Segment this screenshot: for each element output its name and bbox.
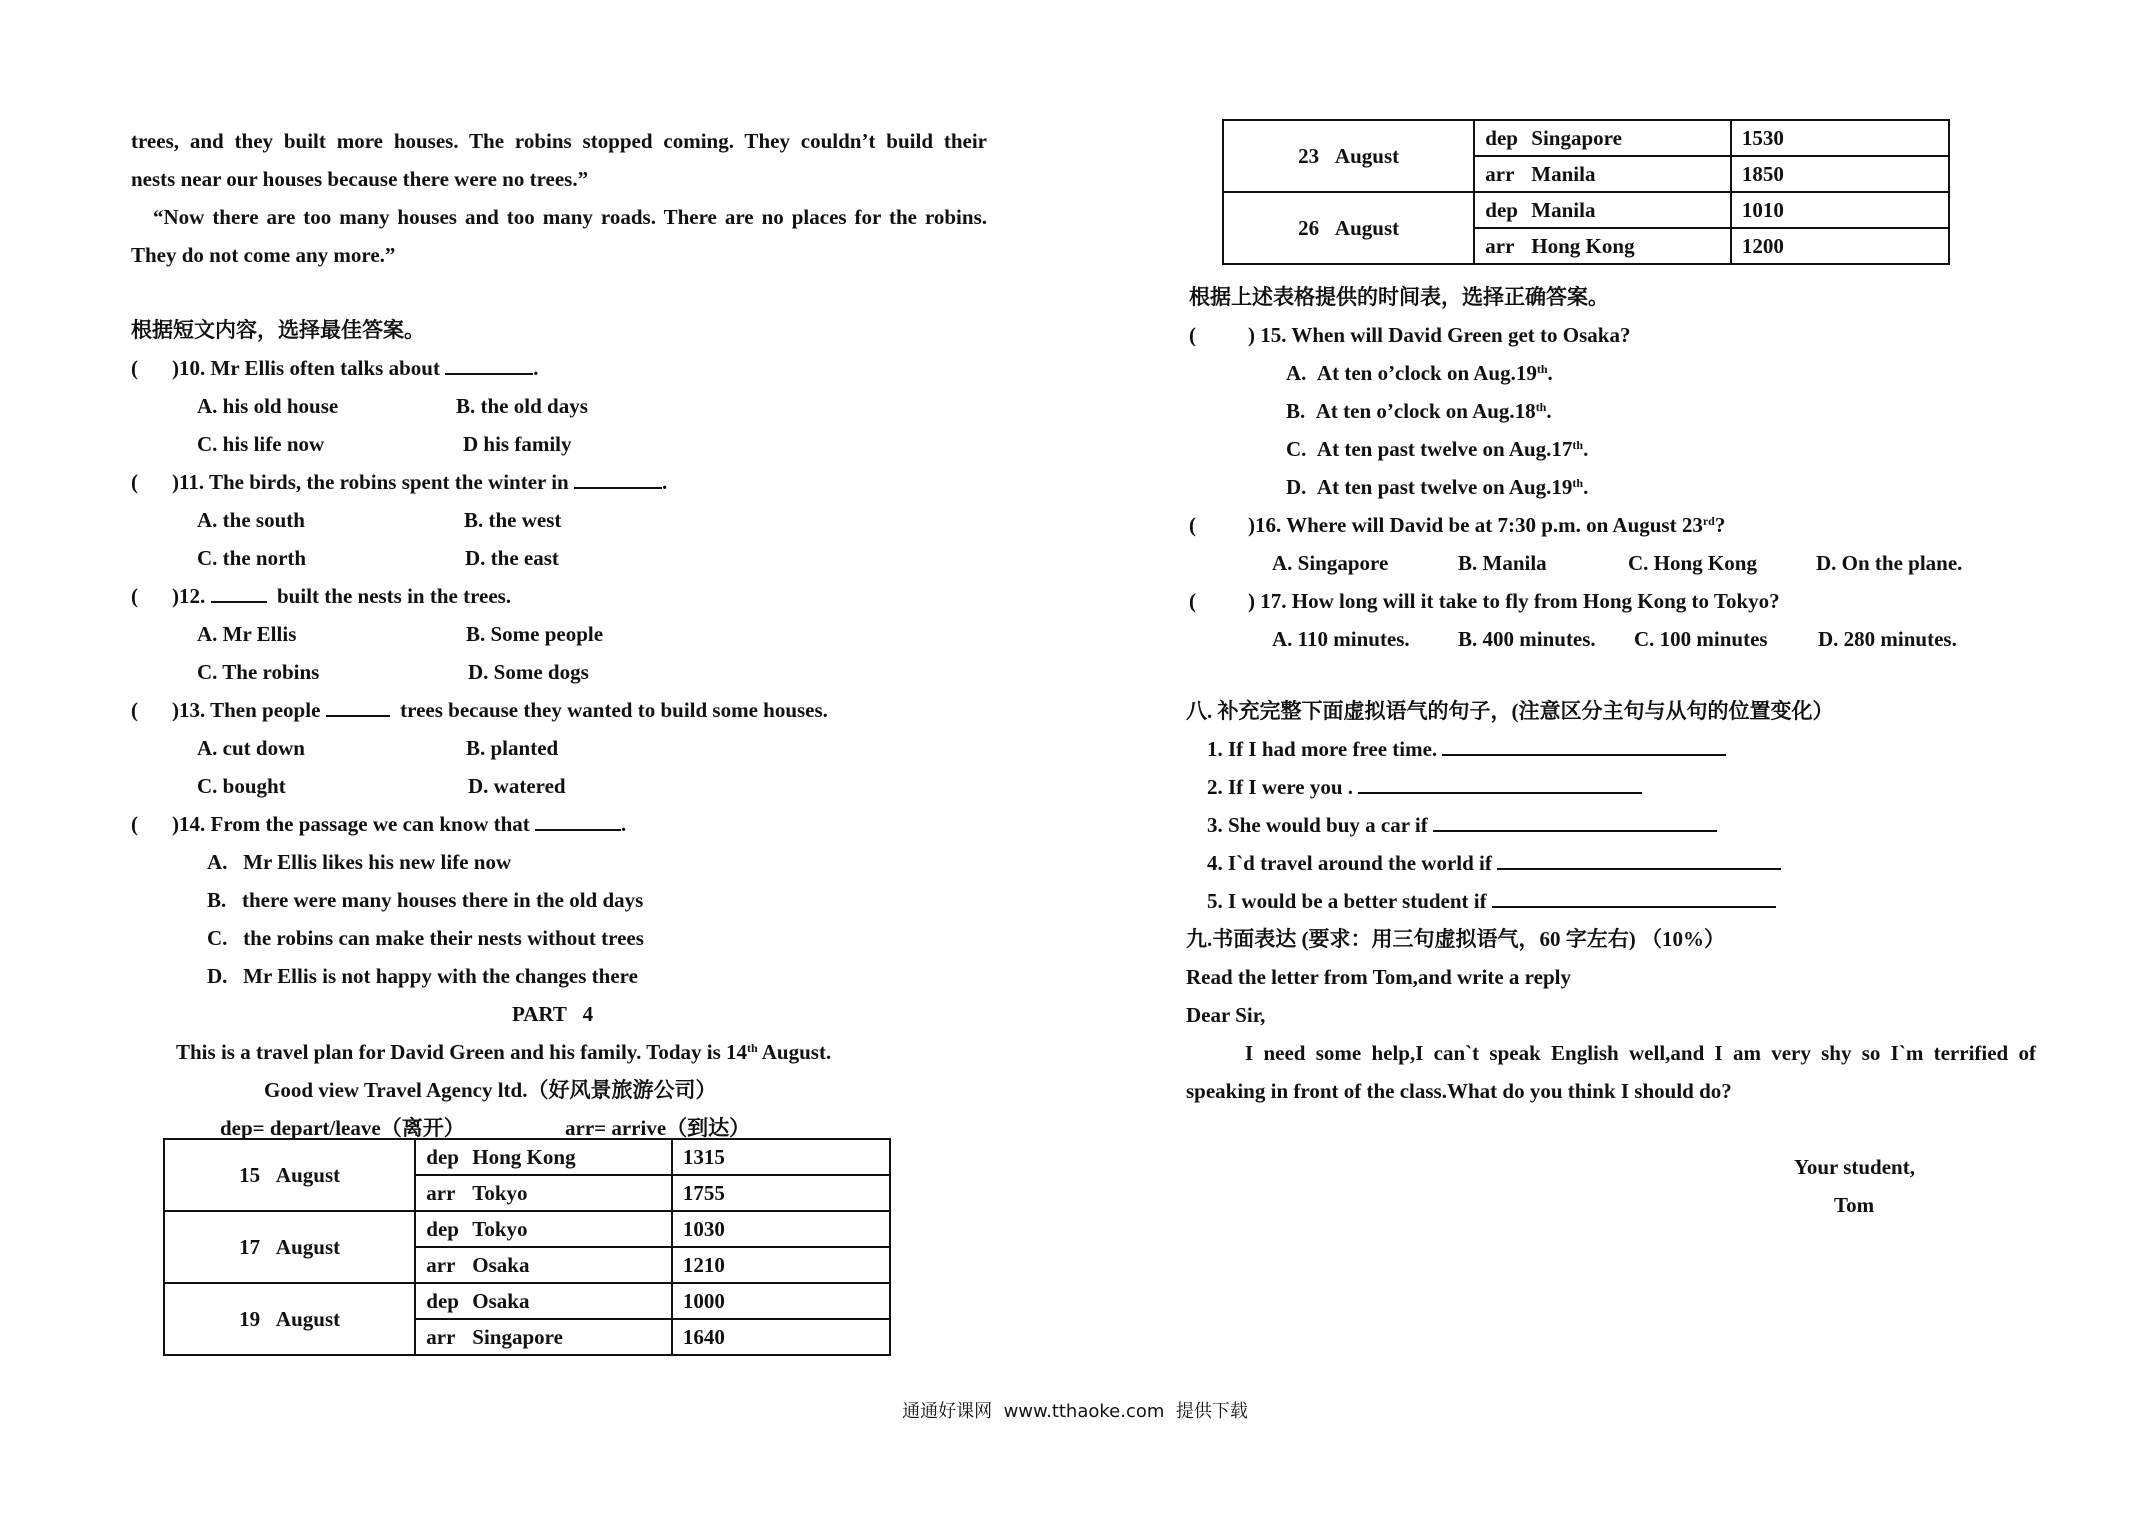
item-text: 3. She would buy a car if (1207, 813, 1428, 837)
question-12 (172, 582, 511, 610)
time-cell: 1000 (672, 1283, 890, 1319)
option-c[interactable]: C. The robins (197, 660, 320, 684)
completion-item (1207, 773, 1642, 801)
dep-label: dep (1485, 197, 1518, 222)
time-cell: 1030 (672, 1211, 890, 1247)
question-text: )14. From the passage we can know that (172, 812, 530, 836)
arr-label: arr (426, 1252, 456, 1277)
question-paren: ( (131, 584, 138, 608)
option-b[interactable]: B. the west (464, 508, 562, 532)
question-paren: ( (131, 812, 138, 836)
option-b[interactable]: B. Some people (466, 622, 604, 646)
place: Manila (1531, 197, 1596, 222)
option-b[interactable] (1286, 397, 1552, 425)
footer-source: 通通好课网 www.tthaoke.com 提供下载 (902, 1401, 1248, 1422)
option-b[interactable]: B. 400 minutes. (1458, 627, 1596, 651)
question-text: )12. (172, 584, 206, 608)
dep-label: dep (426, 1216, 459, 1241)
option-a[interactable]: A. Mr Ellis likes his new life now (207, 850, 512, 874)
question-text: trees because they wanted to build some houses. (400, 698, 828, 722)
question-15: ) 15. When will David Green get to Osaka? (1248, 323, 1631, 347)
arr-label: arr (1485, 233, 1515, 258)
option-b[interactable]: B. the old days (456, 394, 588, 418)
place: Tokyo (472, 1216, 528, 1241)
arr-label: arr (426, 1180, 456, 1205)
dep-label: dep (426, 1288, 459, 1313)
place: Hong Kong (472, 1144, 576, 1169)
question-paren: ( (131, 356, 138, 380)
route-cell (415, 1319, 672, 1355)
time-cell: 1530 (1731, 120, 1949, 156)
time-cell: 1210 (672, 1247, 890, 1283)
route-cell (415, 1139, 672, 1175)
question-17: ) 17. How long will it take to fly from Hong Kong to Tokyo? (1248, 589, 1780, 613)
part-heading: PART 4 (512, 1002, 594, 1026)
answer-blank[interactable] (574, 469, 662, 489)
answer-blank[interactable] (1497, 850, 1781, 870)
schedule-table-1 (163, 1138, 891, 1356)
time-cell: 1640 (672, 1319, 890, 1355)
travel-plan-intro (176, 1038, 831, 1066)
item-text: 5. I would be a better student if (1207, 889, 1487, 913)
time-cell: 1850 (1731, 156, 1949, 192)
option-d[interactable]: D. On the plane. (1816, 551, 1963, 575)
option-c[interactable]: C. Hong Kong (1628, 551, 1757, 575)
place: Tokyo (472, 1180, 528, 1205)
place: Singapore (472, 1324, 563, 1349)
place: Hong Kong (1531, 233, 1635, 258)
completion-item (1207, 735, 1726, 763)
item-text: 2. If I were you . (1207, 775, 1354, 799)
option-c[interactable]: C. 100 minutes (1634, 627, 1768, 651)
letter-intro: Read the letter from Tom,and write a reply (1186, 965, 1571, 989)
question-text: )10. Mr Ellis often talks about (172, 356, 440, 380)
place: Singapore (1531, 125, 1622, 150)
option-d[interactable] (1286, 473, 1588, 501)
date-cell: 17 August (164, 1211, 415, 1283)
section-instruction: 根据短文内容，选择最佳答案。 (131, 318, 425, 342)
route-cell (415, 1283, 672, 1319)
option-c[interactable]: C. his life now (197, 432, 325, 456)
arr-label: arr (426, 1324, 456, 1349)
table-row (164, 1211, 890, 1247)
section-9-title: 九.书面表达 (要求：用三句虚拟语气，60 字左右) （10%） (1186, 927, 1725, 951)
option-a[interactable]: A. Mr Ellis (197, 622, 297, 646)
option-b[interactable]: B. planted (466, 736, 559, 760)
dep-label: dep (1485, 125, 1518, 150)
ordinal-suffix: th (747, 1041, 758, 1055)
table-row (164, 1283, 890, 1319)
option-text: D. At ten past twelve on Aug.19 (1286, 475, 1573, 499)
option-d[interactable]: D his family (463, 432, 572, 456)
question-16 (1248, 511, 1725, 539)
question-13 (172, 696, 828, 724)
ordinal-suffix: th (1535, 400, 1547, 414)
passage-line: They do not come any more.” (131, 243, 396, 267)
option-a[interactable]: A. cut down (197, 736, 305, 760)
option-c[interactable]: C. the north (197, 546, 307, 570)
option-a[interactable]: A. his old house (197, 394, 339, 418)
dep-label: dep (426, 1144, 459, 1169)
option-d[interactable]: D. watered (468, 774, 566, 798)
question-paren: ( (131, 698, 138, 722)
answer-blank[interactable] (211, 583, 267, 603)
section-8-title: 八. 补充完整下面虚拟语气的句子，(注意区分主句与从句的位置变化） (1186, 699, 1834, 723)
intro-text: This is a travel plan for David Green and his family. Today is 14 (176, 1040, 747, 1064)
period: . (1583, 437, 1589, 461)
ordinal-suffix: rd (1702, 514, 1715, 528)
item-text: 1. If I had more free time. (1207, 737, 1438, 761)
option-d[interactable]: D. the east (465, 546, 559, 570)
period: . (1583, 475, 1589, 499)
question-paren: ( (1189, 323, 1196, 347)
letter-body-line: speaking in front of the class.What do you think I should do? (1186, 1079, 1732, 1103)
agency-name: Good view Travel Agency ltd.（好风景旅游公司） (264, 1078, 717, 1102)
time-cell: 1755 (672, 1175, 890, 1211)
letter-signature: Tom (1834, 1193, 1875, 1217)
passage-line: trees, and they built more houses. The robins stopped coming. They couldn’t build their (131, 129, 987, 153)
question-text: built the nests in the trees. (277, 584, 512, 608)
answer-blank[interactable] (1433, 812, 1717, 832)
answer-blank[interactable] (535, 811, 621, 831)
ordinal-suffix: th (1572, 476, 1584, 490)
route-cell (415, 1175, 672, 1211)
option-text: A. At ten o’clock on Aug.19 (1286, 361, 1537, 385)
period: . (1547, 361, 1553, 385)
passage-line: “Now there are too many houses and too many roads. There are no places for the robins. (153, 205, 987, 229)
answer-blank[interactable] (1442, 736, 1726, 756)
completion-item (1207, 811, 1717, 839)
arr-label: arr (1485, 161, 1515, 186)
option-c[interactable] (1286, 435, 1588, 463)
place: Manila (1531, 161, 1596, 186)
table-row (1223, 120, 1949, 156)
section-instruction: 根据上述表格提供的时间表，选择正确答案。 (1189, 285, 1609, 309)
schedule-table-2 (1222, 119, 1950, 265)
option-text: C. At ten past twelve on Aug.17 (1286, 437, 1573, 461)
question-text: )11. The birds, the robins spent the winter in (172, 470, 569, 494)
question-14: )14. From the passage we can know that . (172, 812, 627, 836)
date-cell: 23 August (1223, 120, 1474, 192)
arr-legend: arr= arrive（到达） (565, 1116, 751, 1140)
option-c[interactable]: C. the robins can make their nests without trees (207, 926, 644, 950)
route-cell (1474, 120, 1731, 156)
option-a[interactable]: A. the south (197, 508, 305, 532)
time-cell: 1315 (672, 1139, 890, 1175)
question-10: )10. Mr Ellis often talks about . (172, 356, 539, 380)
question-paren: ( (1189, 589, 1196, 613)
date-cell: 15 August (164, 1139, 415, 1211)
option-a[interactable]: A. 110 minutes. (1272, 627, 1410, 651)
question-text: )13. Then people (172, 698, 321, 722)
option-b[interactable]: B. there were many houses there in the old days (207, 888, 644, 912)
option-d[interactable]: D. Mr Ellis is not happy with the changes there (207, 964, 638, 988)
intro-text: August. (757, 1040, 832, 1064)
table-row (1223, 192, 1949, 228)
completion-item (1207, 887, 1776, 915)
option-d[interactable]: D. Some dogs (468, 660, 589, 684)
question-paren: ( (1189, 513, 1196, 537)
dep-legend: dep= depart/leave（离开） (220, 1116, 465, 1140)
route-cell (1474, 228, 1731, 264)
answer-blank[interactable] (1492, 888, 1776, 908)
ordinal-suffix: th (1536, 362, 1548, 376)
passage-line: nests near our houses because there were no trees.” (131, 167, 589, 191)
option-d[interactable]: D. 280 minutes. (1818, 627, 1957, 651)
time-cell: 1200 (1731, 228, 1949, 264)
question-11: )11. The birds, the robins spent the winter in . (172, 470, 668, 494)
time-cell: 1010 (1731, 192, 1949, 228)
question-paren: ( (131, 470, 138, 494)
place: Osaka (472, 1252, 530, 1277)
date-cell: 26 August (1223, 192, 1474, 264)
route-cell (415, 1211, 672, 1247)
ordinal-suffix: th (1572, 438, 1584, 452)
letter-body-line: I need some help,I can`t speak English well,and I am very shy so I`m terrified of (1245, 1041, 2036, 1065)
option-c[interactable]: C. bought (197, 774, 286, 798)
option-text: B. At ten o’clock on Aug.18 (1286, 399, 1536, 423)
period: . (1546, 399, 1552, 423)
table-row (164, 1139, 890, 1175)
route-cell (1474, 156, 1731, 192)
date-cell: 19 August (164, 1283, 415, 1355)
option-a[interactable]: A. Singapore (1272, 551, 1389, 575)
route-cell (415, 1247, 672, 1283)
completion-item (1207, 849, 1781, 877)
answer-blank[interactable] (445, 355, 533, 375)
question-text: )16. Where will David be at 7:30 p.m. on August 23 (1248, 513, 1703, 537)
answer-blank[interactable] (326, 697, 390, 717)
question-mark: ? (1714, 513, 1726, 537)
option-b[interactable]: B. Manila (1458, 551, 1547, 575)
letter-closing: Your student, (1794, 1155, 1915, 1179)
route-cell (1474, 192, 1731, 228)
option-a[interactable] (1286, 359, 1553, 387)
place: Osaka (472, 1288, 530, 1313)
answer-blank[interactable] (1358, 774, 1642, 794)
letter-salutation: Dear Sir, (1186, 1003, 1266, 1027)
item-text: 4. I`d travel around the world if (1207, 851, 1492, 875)
